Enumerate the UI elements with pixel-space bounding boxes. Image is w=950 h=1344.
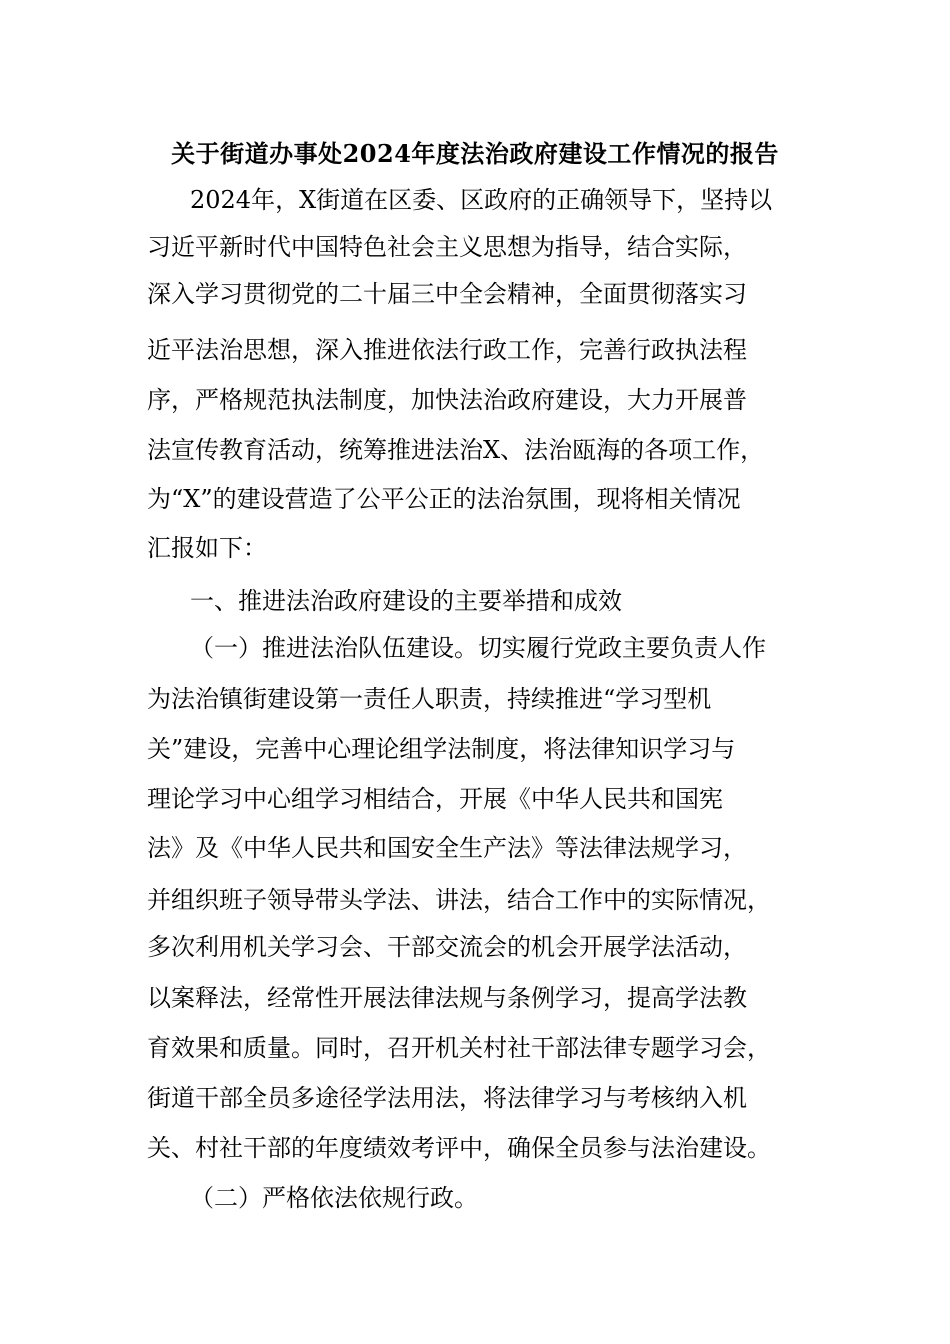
paragraph-1-line-3: 深入学习贯彻党的二十届三中全会精神，全面贯彻落实习: [147, 280, 747, 308]
paragraph-2-line-10: 街道干部全员多途径学法用法，将法律学习与考核纳入机: [147, 1084, 747, 1112]
paragraph-1-line-6: 法宣传教育活动，统筹推进法治X、法治瓯海的各项工作，: [147, 436, 765, 464]
paragraph-2-line-3: 关”建设，完善中心理论组学法制度，将法律知识学习与: [147, 735, 736, 763]
paragraph-1-line-2: 习近平新时代中国特色社会主义思想为指导，结合实际，: [147, 233, 747, 261]
section-heading-1: 一、推进法治政府建设的主要举措和成效: [190, 587, 622, 615]
paragraph-2-line-11: 关、村社干部的年度绩效考评中，确保全员参与法治建设。: [147, 1134, 771, 1162]
paragraph-1-line-7: 为“X”的建设营造了公平公正的法治氛围，现将相关情况: [147, 485, 741, 513]
paragraph-2-line-7: 多次利用机关学习会、干部交流会的机会开展学法活动，: [147, 933, 747, 961]
paragraph-2-line-4: 理论学习中心组学习相结合，开展《中华人民共和国宪: [147, 785, 723, 813]
paragraph-1-line-4: 近平法治思想，深入推进依法行政工作，完善行政执法程: [147, 336, 747, 364]
paragraph-1-line-5: 序，严格规范执法制度，加快法治政府建设，大力开展普: [147, 386, 747, 414]
paragraph-2-line-2: 为法治镇街建设第一责任人职责，持续推进“学习型机: [147, 685, 712, 713]
paragraph-1-line-1: 2024年，X街道在区委、区政府的正确领导下，坚持以: [190, 186, 773, 214]
paragraph-2-line-9: 育效果和质量。同时，召开机关村社干部法律专题学习会，: [147, 1034, 771, 1062]
paragraph-2-line-1: （一）推进法治队伍建设。切实履行党政主要负责人作: [190, 634, 766, 662]
paragraph-2-line-8: 以案释法，经常性开展法律法规与条例学习，提高学法教: [147, 984, 747, 1012]
section-subheading-2: （二）严格依法依规行政。: [190, 1184, 478, 1212]
document-title: 关于街道办事处2024年度法治政府建设工作情况的报告: [171, 139, 779, 168]
paragraph-1-line-8: 汇报如下：: [147, 534, 267, 562]
paragraph-2-line-6: 并组织班子领导带头学法、讲法，结合工作中的实际情况，: [147, 886, 771, 914]
paragraph-2-line-5: 法》及《中华人民共和国安全生产法》等法律法规学习，: [147, 834, 747, 862]
